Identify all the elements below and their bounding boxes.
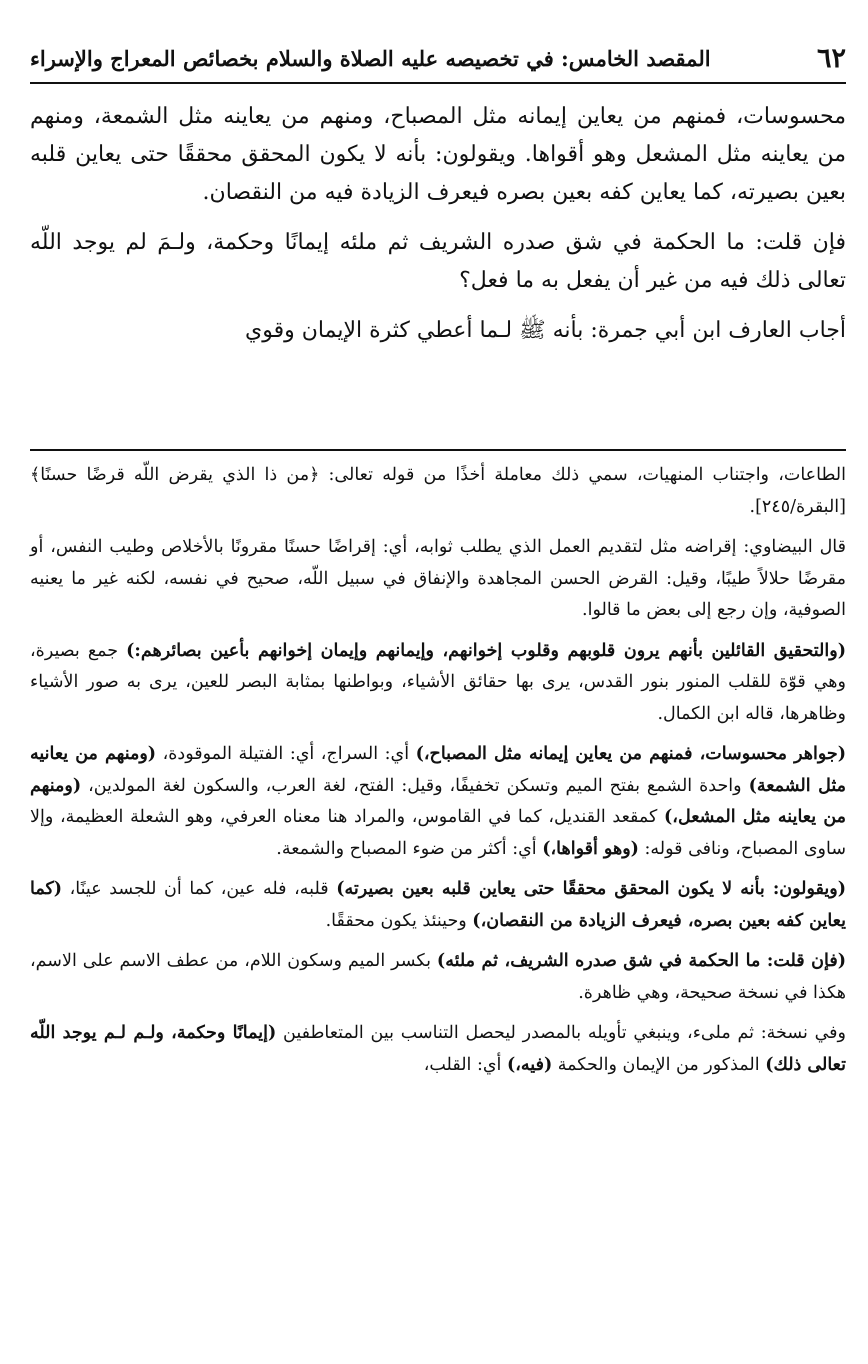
page-number: ٦٢	[816, 42, 846, 74]
commentary-section	[30, 460, 846, 1090]
page-header	[30, 38, 846, 78]
main-paragraph: فإن قلت: ما الحكمة في شق صدره الشريف ثم ملئه إيمانًا وحكمة، ولـمَ لم يوجد اللّه تعالى ذلك فيه من غير أن يفعل به ما فعل؟	[30, 230, 846, 293]
quoted-lemma: (ويقولون: بأنه لا يكون المحقق محققًا حتى يعاين قلبه بعين بصيرته)	[336, 879, 846, 899]
commentary-text: بكسر الميم وسكون اللام، من عطف الاسم على الاسم، هكذا في نسخة صحيحة، وهي ظاهرة.	[30, 951, 846, 1003]
commentary-paragraph	[30, 1018, 846, 1081]
commentary-paragraph	[30, 874, 846, 937]
quoted-lemma: (ومنهم من يعاينه مثل المشعل،)	[30, 775, 847, 827]
commentary-divider	[30, 449, 846, 451]
commentary-text: أي: أكثر من ضوء المصباح والشمعة.	[276, 838, 543, 859]
commentary-paragraph	[30, 460, 846, 523]
commentary-text: أي: السراج، أي: الفتيلة الموقودة،	[156, 744, 416, 764]
quoted-lemma: (كما يعاين كفه بعين بصره، فيعرف الزيادة من النقصان،)	[30, 879, 846, 931]
commentary-text: المذكور من الإيمان والحكمة	[552, 1054, 766, 1075]
commentary-text: أي: القلب،	[423, 1054, 507, 1075]
quoted-lemma: (إيمانًا وحكمة، ولـم لـم يوجد اللّه تعالى ذلك)	[30, 1023, 846, 1075]
commentary-paragraph	[30, 739, 846, 865]
commentary-text: جمع بصيرة، وهي قوّة للقلب المنور بنور القدس، يرى بها حقائق الأشياء، وبواطنها بمثابة البصر للعين، يرى به صور الأشياء وظاهرها، قاله ابن الكمال.	[30, 640, 846, 724]
commentary-text: وفي نسخة: ثم ملىء، وينبغي تأويله بالمصدر ليحصل التناسب بين المتعاطفين	[276, 1023, 847, 1043]
quoted-lemma: (ومنهم من يعانيه مثل الشمعة)	[30, 744, 846, 796]
commentary-text: وحينئذ يكون محققًا.	[325, 910, 473, 931]
quoted-lemma: (فيه،)	[506, 1054, 553, 1075]
quoted-lemma: (فإن قلت: ما الحكمة في شق صدره الشريف، ثم ملئه)	[436, 951, 846, 971]
quoted-lemma: (وهو أقواها،)	[542, 838, 639, 859]
main-text	[30, 98, 846, 362]
quoted-lemma: (والتحقيق القائلين بأنهم يرون قلوبهم وقلوب إخوانهم، وإيمانهم وإيمان إخوانهم بأعين بصائرهم:)	[126, 640, 846, 661]
commentary-text: الطاعات، واجتناب المنهيات، سمي ذلك معاملة أخذًا من قوله تعالى: ﴿من ذا الذي يقرض اللّه قرضًا حسنًا﴾ [البقرة/٢٤٥].	[30, 465, 846, 517]
main-paragraph: محسوسات، فمنهم من يعاين إيمانه مثل المصباح، ومنهم من يعاينه مثل الشمعة، ومنهم من يعاينه مثل المشعل وهو أقواها. ويقولون: بأنه لا يكون المحقق محققًا حتى يعاين قلبه بعين بصيرته، كما يعاين كفه بعين بصره فيعرف الزيادة فيه من النقصان.	[30, 104, 846, 205]
quoted-lemma: (جواهر محسوسات، فمنهم من يعاين إيمانه مثل المصباح،)	[415, 744, 846, 764]
commentary-paragraph	[30, 946, 846, 1009]
main-paragraph: أجاب العارف ابن أبي جمرة: بأنه ﷺ لـما أعطي كثرة الإيمان وقوي	[245, 318, 846, 343]
commentary-text: قال البيضاوي: إقراضه مثل لتقديم العمل الذي يطلب ثوابه، أي: إقراضًا حسنًا مقرونًا بالأخلاص وطيب النفس، أو مقرضًا حلالاً طيبًا، وقيل: القرض الحسن المجاهدة والإنفاق في سبيل اللّه، صحيح في نفسه، لكنه غير ما يعنيه الصوفية، وإن رجع إلى بعض ما قالوا.	[30, 537, 846, 620]
header-divider	[30, 82, 846, 84]
commentary-paragraph	[30, 636, 846, 731]
commentary-text: قلبه، فله عين، كما أن للجسد عينًا،	[62, 879, 337, 899]
running-title: المقصد الخامس: في تخصيصه عليه الصلاة والسلام بخصائص المعراج والإسراء	[30, 45, 711, 71]
commentary-text: كمقعد القنديل، كما في القاموس، والمراد هنا معناه العرفي، وهو الشعلة العظيمة، وإلا ساوى المصباح، ونافى قوله:	[30, 807, 846, 859]
commentary-paragraph	[30, 532, 846, 627]
commentary-text: واحدة الشمع بفتح الميم وتسكن تخفيفًا، وقيل: الفتح، لغة العرب، والسكون لغة المولدين،	[81, 775, 749, 796]
